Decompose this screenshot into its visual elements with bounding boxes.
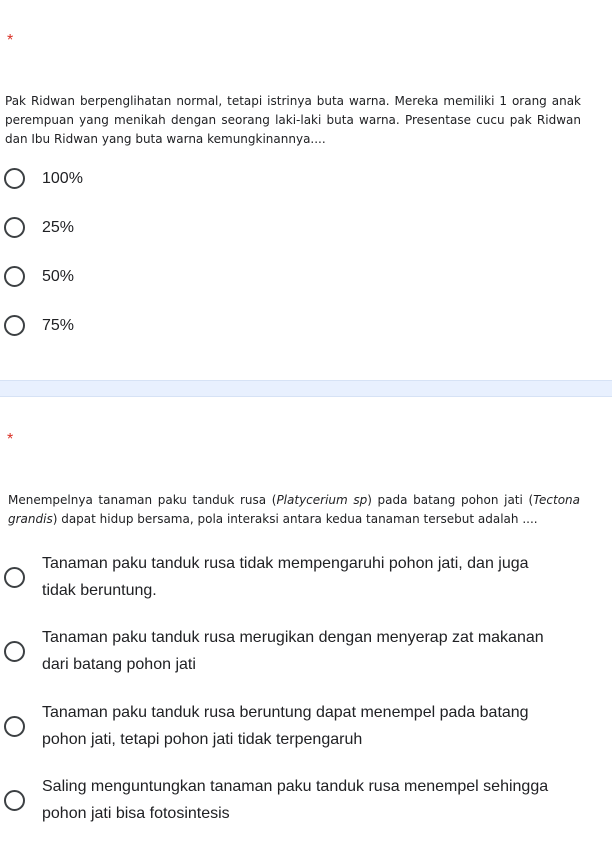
species-name-italic: Platycerium sp: [276, 493, 368, 507]
question-text-part: ) dapat hidup bersama, pola interaksi antara kedua tanaman tersebut adalah ....: [52, 512, 538, 526]
radio-button[interactable]: [4, 266, 25, 287]
radio-button[interactable]: [4, 716, 25, 737]
option-neutralisme[interactable]: [0, 550, 612, 604]
option-label: 50%: [42, 268, 75, 285]
required-asterisk: *: [7, 431, 14, 448]
option-komensalisme[interactable]: [0, 699, 612, 753]
option-25-percent[interactable]: [0, 214, 612, 241]
option-label: Tanaman paku tanduk rusa merugikan dengan menyerap zat makanan dari batang pohon jati: [42, 629, 544, 673]
radio-button[interactable]: [4, 567, 25, 588]
option-label: 25%: [42, 219, 75, 236]
option-50-percent[interactable]: [0, 263, 612, 290]
option-75-percent[interactable]: [0, 312, 612, 339]
option-label: Tanaman paku tanduk rusa beruntung dapat menempel pada batang pohon jati, tetapi pohon jati tidak terpengaruh: [42, 704, 529, 748]
question-text-part: ) pada batang pohon jati (: [367, 493, 534, 507]
radio-button[interactable]: [4, 641, 25, 662]
radio-button[interactable]: [4, 217, 25, 238]
section-divider: [0, 380, 612, 397]
option-label: 75%: [42, 317, 75, 334]
required-asterisk: *: [7, 32, 14, 49]
option-100-percent[interactable]: [0, 165, 612, 192]
option-label: Tanaman paku tanduk rusa tidak mempengaruhi pohon jati, dan juga tidak beruntung.: [42, 555, 529, 599]
question-card-1: [0, 0, 612, 380]
option-label: Saling menguntungkan tanaman paku tanduk rusa menempel sehingga pohon jati bisa fotosintesis: [42, 778, 549, 822]
radio-button[interactable]: [4, 790, 25, 811]
radio-button[interactable]: [4, 168, 25, 189]
question-text-part: Menempelnya tanaman paku tanduk rusa (: [8, 493, 277, 507]
option-parasitisme[interactable]: [0, 624, 612, 678]
question-text: Pak Ridwan berpenglihatan normal, tetapi istrinya buta warna. Mereka memiliki 1 orang anak perempuan yang menikah dengan seorang laki-laki buta warna. Presentase cucu pak Ridwan dan Ibu Ridwan yang buta warna kemungkinannya....: [5, 94, 581, 146]
species-name-italic: Tectona grandis: [8, 493, 580, 526]
radio-button[interactable]: [4, 315, 25, 336]
option-mutualisme[interactable]: [0, 773, 612, 827]
option-label: 100%: [42, 170, 83, 187]
question-text: [8, 491, 580, 529]
question-card-2: [0, 397, 612, 863]
